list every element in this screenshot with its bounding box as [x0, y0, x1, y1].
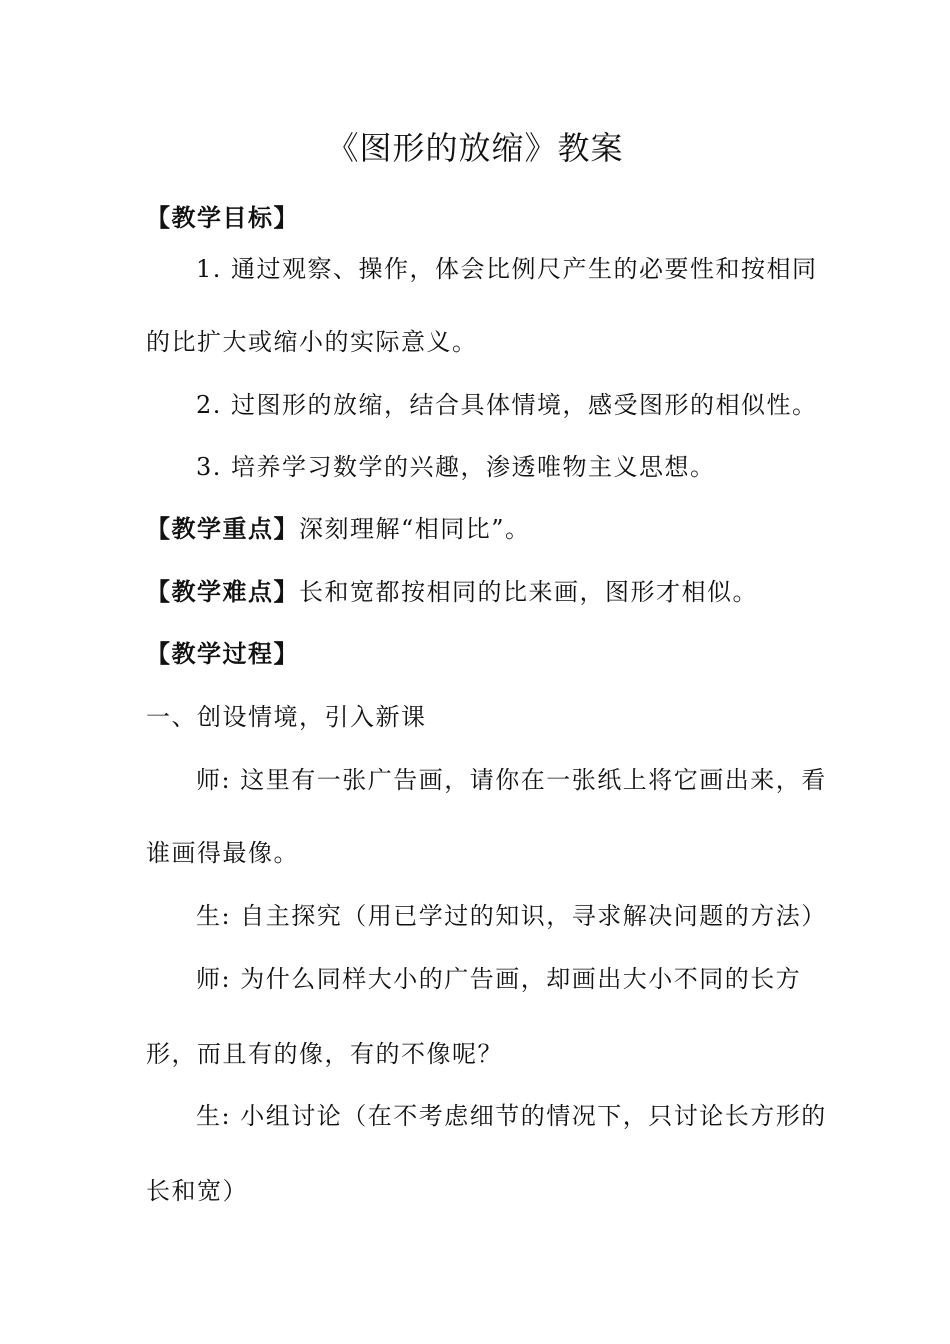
teacher-paragraph-1-line-1: 师: 这里有一张广告画，请你在一张纸上将它画出来，看: [196, 766, 827, 794]
teacher-paragraph-2-line-1: 师: 为什么同样大小的广告画，却画出大小不同的长方: [196, 965, 802, 993]
document-title: 《图形的放缩》教案: [326, 129, 624, 167]
teacher-paragraph-1-line-2: 谁画得最像。: [146, 839, 299, 867]
student-paragraph-2-line-2: 长和宽）: [146, 1177, 248, 1205]
goal-item-1-line-2: 的比扩大或缩小的实际意义。: [146, 328, 478, 356]
key-point-row: [146, 514, 531, 544]
teacher-paragraph-2-line-2: 形，而且有的像，有的不像呢？: [146, 1040, 503, 1068]
difficulty-heading: 【教学难点】: [146, 577, 299, 606]
goal-item-1-line-1: 1. 通过观察、操作，体会比例尺产生的必要性和按相同: [196, 255, 818, 283]
goals-heading: 【教学目标】: [146, 203, 299, 232]
goal-item-3: 3. 培养学习数学的兴趣，渗透唯物主义思想。: [196, 453, 716, 481]
difficulty-row: [146, 577, 758, 607]
student-paragraph-1: 生: 自主探究（用已学过的知识，寻求解决问题的方法）: [196, 902, 827, 930]
section-1-heading: 一、创设情境，引入新课: [146, 703, 427, 731]
difficulty-text: 长和宽都按相同的比来画，图形才相似。: [299, 578, 758, 606]
process-heading: 【教学过程】: [146, 639, 299, 668]
goal-item-2: 2. 过图形的放缩，结合具体情境，感受图形的相似性。: [196, 391, 818, 419]
key-point-heading: 【教学重点】: [146, 514, 299, 543]
student-paragraph-2-line-1: 生: 小组讨论（在不考虑细节的情况下，只讨论长方形的: [196, 1102, 827, 1130]
key-point-text: 深刻理解“相同比”。: [299, 515, 531, 543]
